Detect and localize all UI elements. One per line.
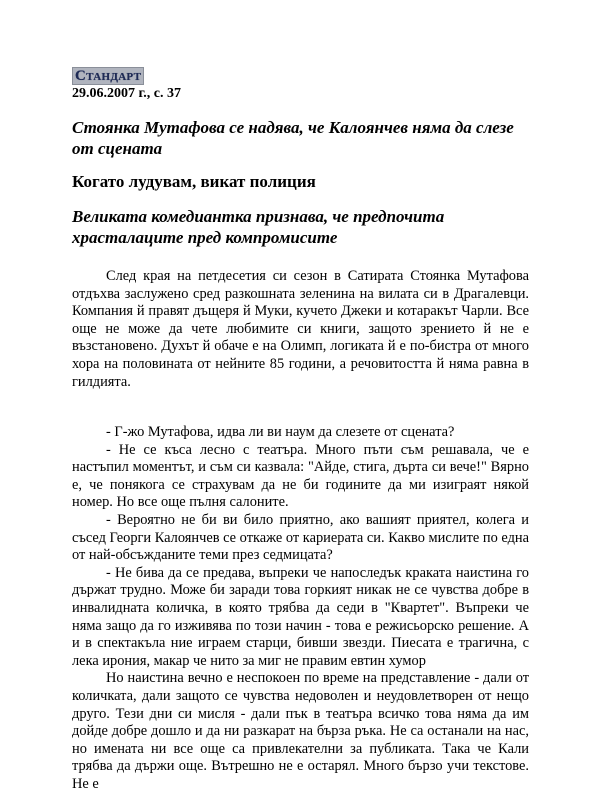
publication-date: 29.06.2007 г., с. 37 [72, 86, 181, 101]
headline-subtitle: Великата комедиантка признава, че предпочита храсталаците пред компромисите [72, 207, 445, 247]
headline-main: Стоянка Мутафова се надява, че Калоянчев няма да слезе от сцената [72, 118, 514, 158]
interview-question: - Вероятно не би ви било приятно, ако вашият приятел, колега и съсед Георги Калоянчев се откаже от кариерата си. Какво мислите по една от най-обсъжданите теми през седмицата? [72, 511, 529, 564]
interview-answer-continued: Но наистина вечно е неспокоен по време на представление - дали от количката, дали защото се чувства недоволен и неудовлетворен от нещо друго. Тези дни си мисля - дали пък в театъра всичко това няма да им дойде добре дошло и да ни разкарат на бърза ръка. Не са останали на нас, но имената ни все още са привлекателни за публиката. Така че Кали трябва да държи още. Вътрешно не е остарял. Много бързо учи текстове. Не е [72, 670, 529, 792]
lead-section [72, 268, 529, 391]
newspaper-logo: Стандарт [72, 67, 144, 85]
interview-answer: - Не се къса лесно с театъра. Много пъти съм решавала, че е настъпил моментът, и съм си казвала: "Айде, стига, дърта си вече!" Вярно е, че понякога се страхувам да не би годините да ми изиграят някой номер. Но все още пълня салоните. [72, 441, 529, 511]
interview-answer: - Не бива да се предава, въпреки че напоследък краката наистина го държат трудно. Може би заради това горкият никак не се чувства добре в инвалидната количка, в която трябва да седи в "Квартет". Въпреки че няма защо да го изживява по този начин - това е режисьорско решение. А и в спектакъла ние играем старци, бивши звезди. Пиесата е трагична, с лека ирония, макар че нито за миг не правим евтин хумор [72, 564, 529, 669]
headline-secondary: Когато лудувам, викат полиция [72, 172, 316, 191]
interview-section [72, 424, 529, 793]
interview-question: - Г-жо Мутафова, идва ли ви наум да слезете от сцената? [106, 424, 455, 440]
lead-paragraph: След края на петдесетия си сезон в Сатирата Стоянка Мутафова отдъхва заслужено сред разкошната зеленина на вилата си в Драгалевци. Компания й правят дъщеря й Муки, кучето Джеки и котаракът Чарли. Все още не може да чете любимите си книги, защото зрението й не е възстановено. Духът й обаче е на Олимп, логиката й е по-бистра от много хора на половината от нейните 85 години, а речовитостта й няма равна в гилдията. [72, 268, 529, 390]
